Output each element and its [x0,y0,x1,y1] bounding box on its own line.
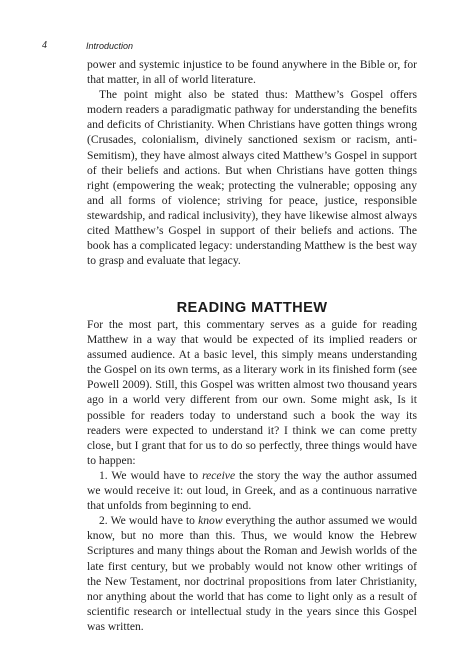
page-number: 4 [42,40,47,51]
point-1-lead: 1. We would have to [99,468,203,482]
running-head [42,39,418,53]
point-1-emphasis: receive [202,468,236,482]
body-text-bottom [87,317,417,634]
paragraph-intro: For the most part, this commentary serves as a guide for reading Matthew in a way that would be expected of its implied readers or assumed audience. At a basic level, this simply means understanding the Gospel on its own terms, as a literary work in its finished form (see Powell 2009). Still, this Gospel was written almost two thousand years ago in a world very different from our own. Some might ask, Is it possible for readers today to understand such a book the way its readers were expected to understand it? I think we can come pretty close, but I grant that for us to do so perfectly, three things would have to happen: [87,318,417,467]
paragraph-point-1 [87,468,417,513]
section-heading: READING MATTHEW [176,300,328,317]
body-text-top [87,57,417,268]
point-1-rest: the story the way the author assumed we would receive it: out loud, in Greek, and as a continuous narrative that unfolds from beginning to end. [87,468,417,513]
paragraph-point-2 [87,513,417,634]
point-2-lead: 2. We would have to [99,514,199,528]
running-title: Introduction [86,41,134,51]
point-2-emphasis: know [198,514,223,528]
paragraph-continuation: power and systemic injustice to be found anywhere in the Bible or, for that matter, in all of world literature. [87,58,417,87]
point-2-rest: everything the author assumed we would know, but no more than this. Thus, we would know the Hebrew Scriptures and many things about the Roman and Jewish worlds of the late first century, but we probably would not know other writings of the New Testament, nor doctrinal propositions from later Christianity, nor anything about the world that has come to light only as a result of scientific research or intellectual study in the years since this Gospel was written. [87,514,417,633]
paragraph-point: The point might also be stated thus: Matthew’s Gospel offers modern readers a paradigmatic pathway for understanding the benefits and deficits of Christianity. When Christians have gotten things wrong (Crusades, colonialism, divinely sanctioned sexism or racism, anti-Semitism), they have almost always cited Matthew’s Gospel in support of their beliefs and actions. But when Christians have gotten things right (empowering the weak; protecting the vulnerable; opposing any and all forms of violence; striving for peace, justice, responsible stewardship, and radical inclusivity), they have likewise almost always cited Matthew’s Gospel in support of their beliefs and actions. The book has a complicated legacy: understanding Matthew is the best way to grasp and evaluate that legacy. [87,88,417,268]
